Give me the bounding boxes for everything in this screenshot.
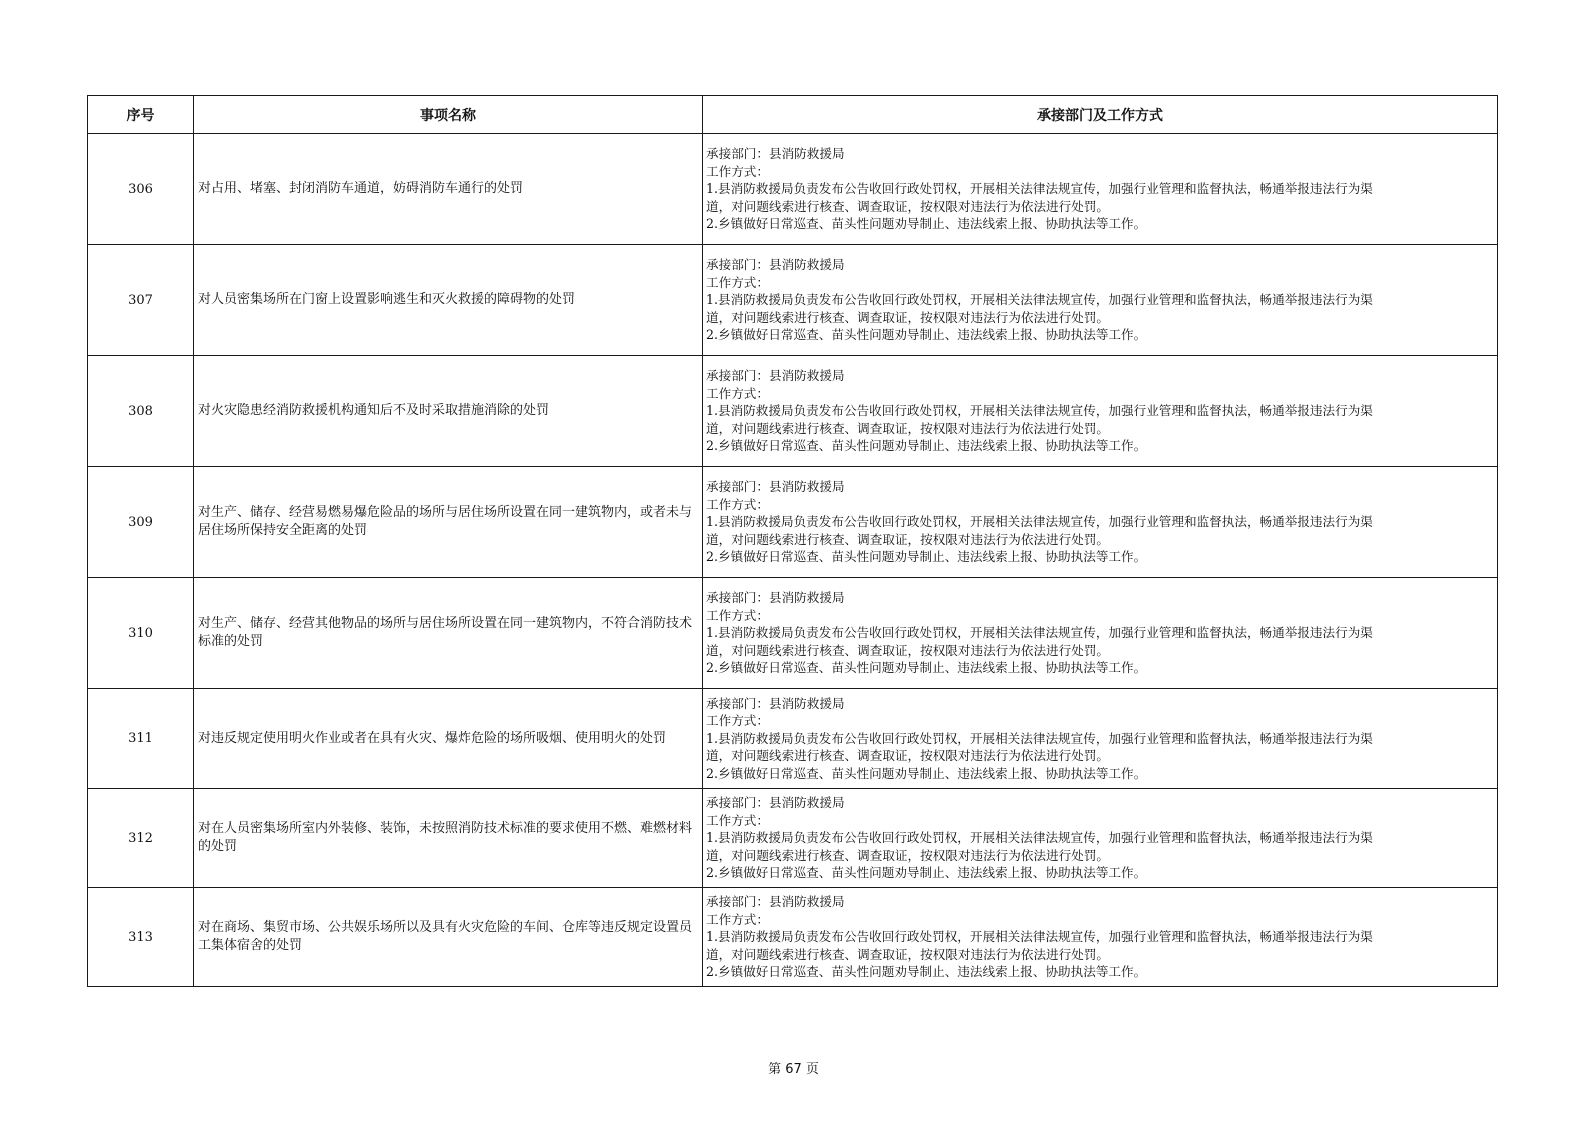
- row-seq: 313: [88, 888, 194, 987]
- dept-line: 承接部门：县消防救援局: [706, 695, 845, 711]
- table-row: [88, 467, 1498, 578]
- row-seq: 309: [88, 467, 194, 578]
- row-seq: 310: [88, 578, 194, 689]
- dept-line: 道，对问题线索进行核查、调查取证，按权限对违法行为依法进行处罚。: [706, 748, 1109, 764]
- dept-line: 承接部门：县消防救援局: [706, 479, 845, 495]
- row-seq: 312: [88, 789, 194, 888]
- dept-line: 1.县消防救援局负责发布公告收回行政处罚权，开展相关法律法规宣传，加强行业管理和监督执法，畅通举报违法行为渠: [706, 403, 1373, 419]
- dept-line: 工作方式：: [706, 385, 769, 401]
- dept-line: 承接部门：县消防救援局: [706, 146, 845, 162]
- row-matter-name: 对在人员密集场所室内外装修、装饰，未按照消防技术标准的要求使用不燃、难燃材料的处罚: [194, 789, 703, 888]
- dept-line: 工作方式：: [706, 163, 769, 179]
- row-matter-name: 对违反规定使用明火作业或者在具有火灾、爆炸危险的场所吸烟、使用明火的处罚: [194, 689, 703, 789]
- table-row: [88, 245, 1498, 356]
- dept-line: 2.乡镇做好日常巡查、苗头性问题劝导制止、违法线索上报、协助执法等工作。: [706, 549, 1147, 565]
- dept-line: 道，对问题线索进行核查、调查取证，按权限对违法行为依法进行处罚。: [706, 642, 1109, 658]
- header-name: 事项名称: [194, 96, 703, 134]
- dept-line: 工作方式：: [706, 812, 769, 828]
- dept-line: 道，对问题线索进行核查、调查取证，按权限对违法行为依法进行处罚。: [706, 531, 1109, 547]
- dept-line: 承接部门：县消防救援局: [706, 257, 845, 273]
- row-seq: 311: [88, 689, 194, 789]
- row-dept-method: [703, 134, 1498, 245]
- dept-line: 2.乡镇做好日常巡查、苗头性问题劝导制止、违法线索上报、协助执法等工作。: [706, 327, 1147, 343]
- row-matter-name: 对占用、堵塞、封闭消防车通道，妨碍消防车通行的处罚: [194, 134, 703, 245]
- page-number: 第 67 页: [768, 1062, 819, 1077]
- dept-line: 1.县消防救援局负责发布公告收回行政处罚权，开展相关法律法规宣传，加强行业管理和监督执法，畅通举报违法行为渠: [706, 181, 1373, 197]
- dept-line: 1.县消防救援局负责发布公告收回行政处罚权，开展相关法律法规宣传，加强行业管理和监督执法，畅通举报违法行为渠: [706, 292, 1373, 308]
- row-dept-method: [703, 888, 1498, 987]
- table-row: [88, 578, 1498, 689]
- row-dept-method: [703, 578, 1498, 689]
- row-dept-method: [703, 789, 1498, 888]
- dept-line: 工作方式：: [706, 607, 769, 623]
- table-row: [88, 134, 1498, 245]
- dept-line: 2.乡镇做好日常巡查、苗头性问题劝导制止、违法线索上报、协助执法等工作。: [706, 660, 1147, 676]
- row-matter-name: 对人员密集场所在门窗上设置影响逃生和灭火救援的障碍物的处罚: [194, 245, 703, 356]
- table-row: [88, 356, 1498, 467]
- row-dept-method: [703, 356, 1498, 467]
- dept-line: 道，对问题线索进行核查、调查取证，按权限对违法行为依法进行处罚。: [706, 198, 1109, 214]
- dept-line: 承接部门：县消防救援局: [706, 795, 845, 811]
- row-matter-name: 对生产、储存、经营易燃易爆危险品的场所与居住场所设置在同一建筑物内，或者未与居住场所保持安全距离的处罚: [194, 467, 703, 578]
- table-row: [88, 789, 1498, 888]
- dept-line: 1.县消防救援局负责发布公告收回行政处罚权，开展相关法律法规宣传，加强行业管理和监督执法，畅通举报违法行为渠: [706, 625, 1373, 641]
- row-dept-method: [703, 689, 1498, 789]
- row-matter-name: 对火灾隐患经消防救援机构通知后不及时采取措施消除的处罚: [194, 356, 703, 467]
- row-matter-name: 对生产、储存、经营其他物品的场所与居住场所设置在同一建筑物内，不符合消防技术标准的处罚: [194, 578, 703, 689]
- row-dept-method: [703, 245, 1498, 356]
- dept-line: 工作方式：: [706, 274, 769, 290]
- dept-line: 2.乡镇做好日常巡查、苗头性问题劝导制止、违法线索上报、协助执法等工作。: [706, 438, 1147, 454]
- dept-line: 工作方式：: [706, 911, 769, 927]
- dept-line: 承接部门：县消防救援局: [706, 894, 845, 910]
- dept-line: 工作方式：: [706, 496, 769, 512]
- table-body: [88, 134, 1498, 987]
- row-seq: 307: [88, 245, 194, 356]
- dept-line: 1.县消防救援局负责发布公告收回行政处罚权，开展相关法律法规宣传，加强行业管理和监督执法，畅通举报违法行为渠: [706, 730, 1373, 746]
- dept-line: 承接部门：县消防救援局: [706, 368, 845, 384]
- dept-line: 道，对问题线索进行核查、调查取证，按权限对违法行为依法进行处罚。: [706, 420, 1109, 436]
- dept-line: 2.乡镇做好日常巡查、苗头性问题劝导制止、违法线索上报、协助执法等工作。: [706, 865, 1147, 881]
- dept-line: 工作方式：: [706, 713, 769, 729]
- dept-line: 1.县消防救援局负责发布公告收回行政处罚权，开展相关法律法规宣传，加强行业管理和监督执法，畅通举报违法行为渠: [706, 830, 1373, 846]
- row-matter-name: 对在商场、集贸市场、公共娱乐场所以及具有火灾危险的车间、仓库等违反规定设置员工集体宿舍的处罚: [194, 888, 703, 987]
- dept-line: 2.乡镇做好日常巡查、苗头性问题劝导制止、违法线索上报、协助执法等工作。: [706, 964, 1147, 980]
- dept-line: 道，对问题线索进行核查、调查取证，按权限对违法行为依法进行处罚。: [706, 847, 1109, 863]
- table-row: [88, 689, 1498, 789]
- dept-line: 承接部门：县消防救援局: [706, 590, 845, 606]
- dept-line: 1.县消防救援局负责发布公告收回行政处罚权，开展相关法律法规宣传，加强行业管理和监督执法，畅通举报违法行为渠: [706, 514, 1373, 530]
- matters-table: [87, 95, 1498, 987]
- dept-line: 道，对问题线索进行核查、调查取证，按权限对违法行为依法进行处罚。: [706, 946, 1109, 962]
- header-dept: 承接部门及工作方式: [703, 96, 1498, 134]
- row-dept-method: [703, 467, 1498, 578]
- row-seq: 308: [88, 356, 194, 467]
- row-seq: 306: [88, 134, 194, 245]
- dept-line: 道，对问题线索进行核查、调查取证，按权限对违法行为依法进行处罚。: [706, 309, 1109, 325]
- table-row: [88, 888, 1498, 987]
- header-row: [88, 96, 1498, 134]
- dept-line: 2.乡镇做好日常巡查、苗头性问题劝导制止、违法线索上报、协助执法等工作。: [706, 765, 1147, 781]
- dept-line: 2.乡镇做好日常巡查、苗头性问题劝导制止、违法线索上报、协助执法等工作。: [706, 216, 1147, 232]
- header-seq: 序号: [88, 96, 194, 134]
- dept-line: 1.县消防救援局负责发布公告收回行政处罚权，开展相关法律法规宣传，加强行业管理和监督执法，畅通举报违法行为渠: [706, 929, 1373, 945]
